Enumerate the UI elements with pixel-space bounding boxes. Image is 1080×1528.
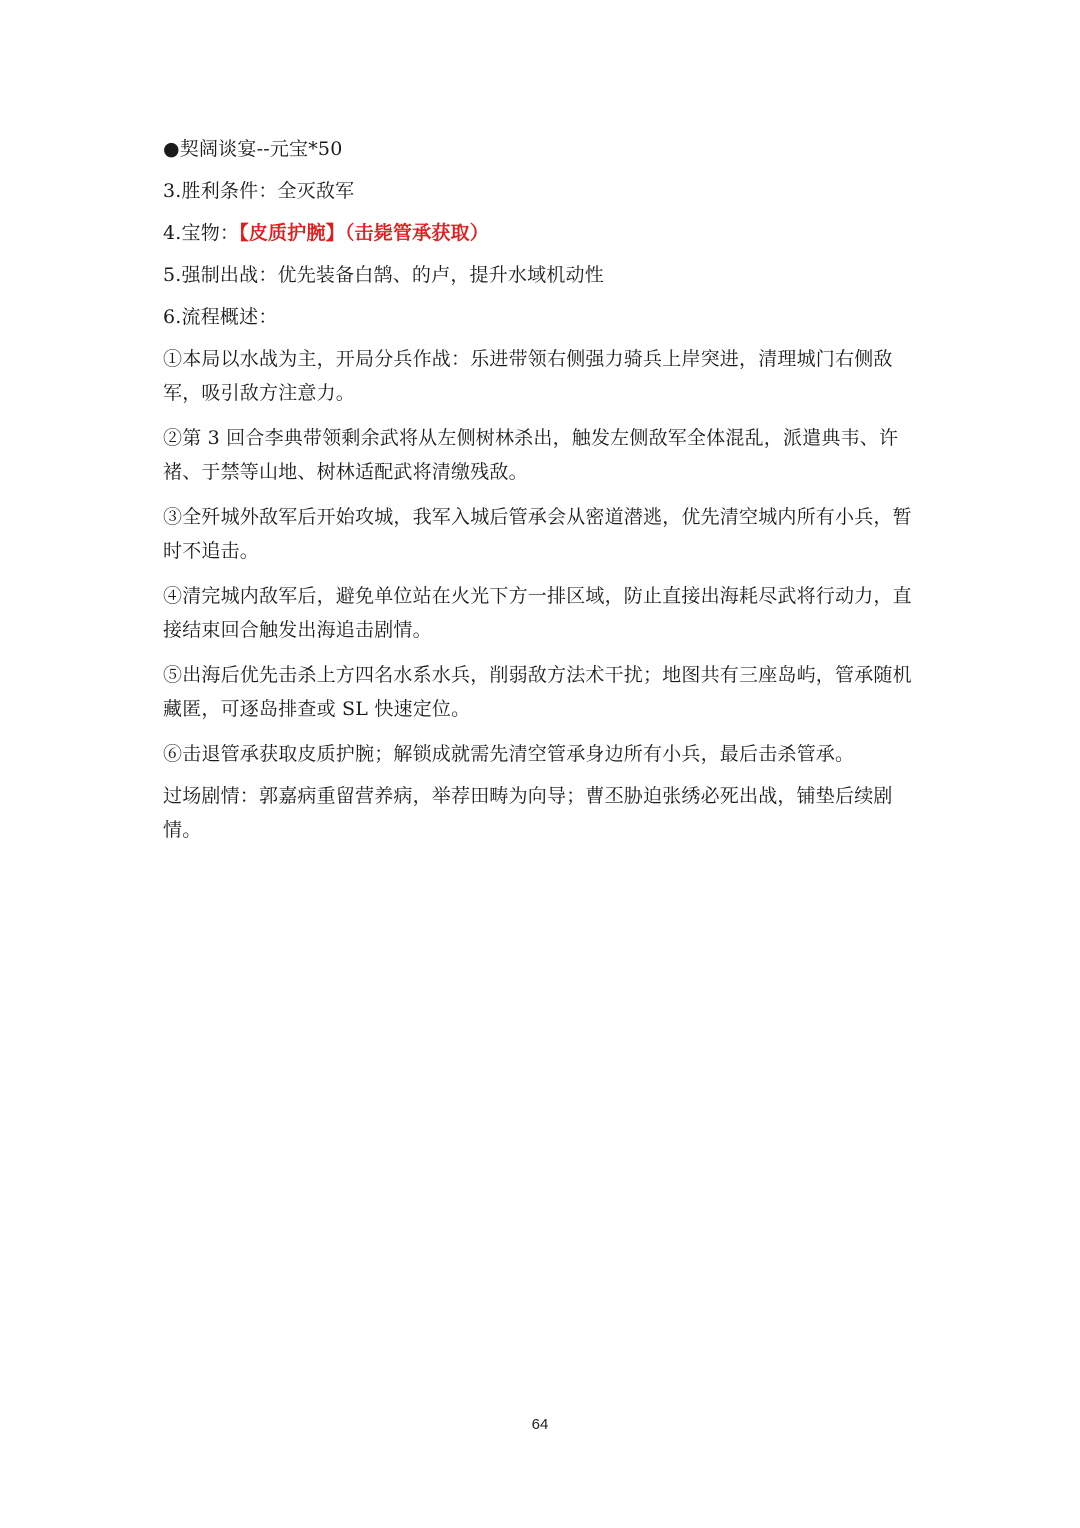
step-2: ②第 3 回合李典带领剩余武将从左侧树林杀出，触发左侧敌军全体混乱，派遣典韦、许褚、于禁等山地、树林适配武将清缴残敌。: [163, 427, 899, 483]
step-3: ③全歼城外敌军后开始攻城，我军入城后管承会从密道潜逃，优先清空城内所有小兵，暂时不追击。: [163, 506, 912, 562]
reward-line: ●契阔谈宴--元宝*50: [163, 138, 343, 160]
forced-deployment: 5.强制出战：优先装备白鹄、的卢，提升水域机动性: [163, 264, 604, 286]
cutscene-paragraph: 过场剧情：郭嘉病重留营养病，举荐田畴为向导；曹丕胁迫张绣必死出战，铺垫后续剧情。: [163, 785, 893, 841]
step-5: ⑤出海后优先击杀上方四名水系水兵，削弱敌方法术干扰；地图共有三座岛屿，管承随机藏匿，可逐岛排查或 SL 快速定位。: [163, 664, 912, 720]
victory-condition: 3.胜利条件：全灭敌军: [163, 180, 355, 202]
treasure-line: [163, 216, 923, 250]
page-content: [163, 132, 923, 858]
treasure-label: 4.宝物：: [163, 222, 240, 244]
treasure-highlight: 【皮质护腕】（击毙管承获取）: [239, 222, 489, 244]
step-6: ⑥击退管承获取皮质护腕；解锁成就需先清空管承身边所有小兵，最后击杀管承。: [163, 743, 855, 765]
page-number: 64: [531, 1416, 549, 1433]
process-overview-heading: 6.流程概述：: [163, 306, 278, 328]
step-4: ④清完城内敌军后，避免单位站在火光下方一排区域，防止直接出海耗尽武将行动力，直接结束回合触发出海追击剧情。: [163, 585, 912, 641]
step-1: ①本局以水战为主，开局分兵作战：乐进带领右侧强力骑兵上岸突进，清理城门右侧敌军，吸引敌方注意力。: [163, 348, 893, 404]
